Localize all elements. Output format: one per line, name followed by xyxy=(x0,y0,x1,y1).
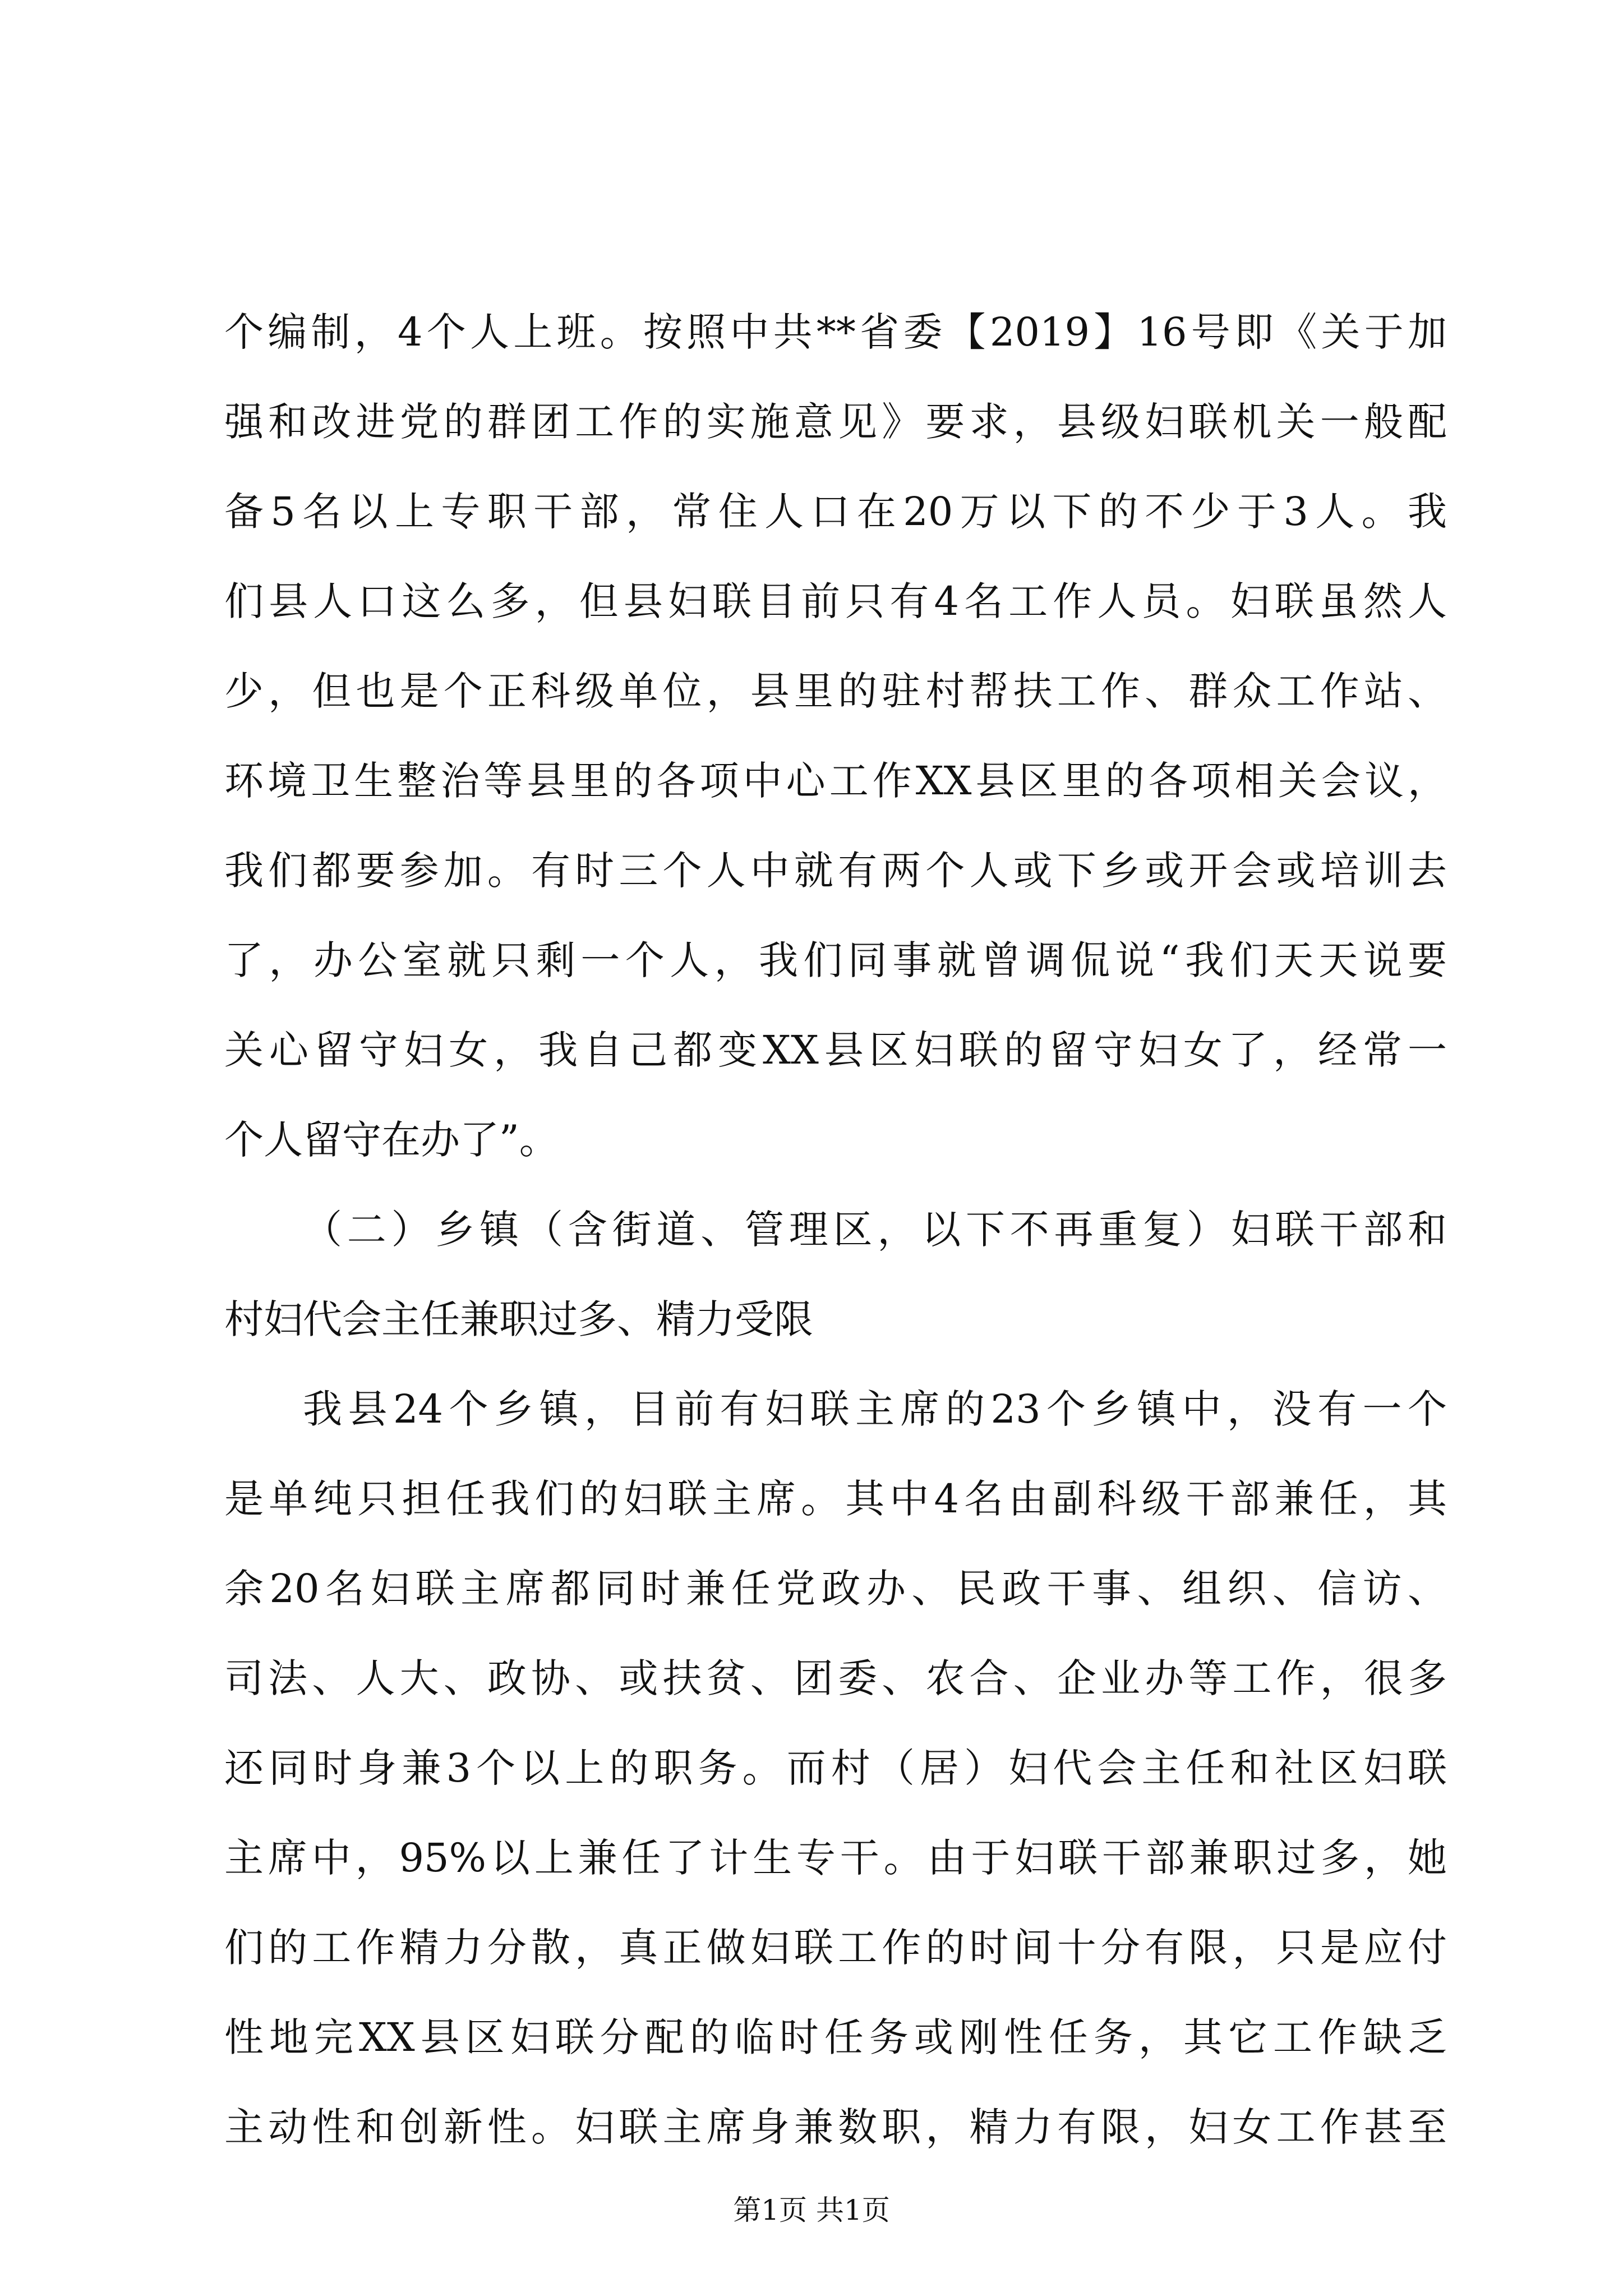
text-line: 性地完XX县区妇联分配的临时任务或刚性任务，其它工作缺乏 xyxy=(224,2014,1447,2060)
text-line: 司法、人大、政协、或扶贫、团委、农合、企业办等工作，很多 xyxy=(224,1655,1447,1701)
text-line: 我县24个乡镇，目前有妇联主席的23个乡镇中，没有一个 xyxy=(303,1386,1447,1432)
section-heading-line: 村妇代会主任兼职过多、精力受限 xyxy=(224,1296,813,1342)
page-number-footer: 第1页 共1页 xyxy=(733,2194,890,2226)
section-heading-line: （二）乡镇（含街道、管理区，以下不再重复）妇联干部和 xyxy=(303,1207,1447,1253)
text-line: 个编制，4个人上班。按照中共**省委【2019】16号即《关于加 xyxy=(224,309,1447,355)
text-line: 还同时身兼3个以上的职务。而村（居）妇代会主任和社区妇联 xyxy=(224,1745,1447,1791)
text-line: 主席中，95%以上兼任了计生专干。由于妇联干部兼职过多，她 xyxy=(224,1835,1447,1881)
text-line: 们的工作精力分散，真正做妇联工作的时间十分有限，只是应付 xyxy=(224,1925,1447,1971)
text-line: 是单纯只担任我们的妇联主席。其中4名由副科级干部兼任，其 xyxy=(224,1476,1447,1522)
text-line: 了，办公室就只剩一个人，我们同事就曾调侃说“我们天天说要 xyxy=(224,937,1447,983)
text-line: 少，但也是个正科级单位，县里的驻村帮扶工作、群众工作站、 xyxy=(224,668,1447,714)
text-line: 我们都要参加。有时三个人中就有两个人或下乡或开会或培训去 xyxy=(224,848,1447,894)
text-line: 个人留守在办了”。 xyxy=(224,1117,559,1163)
text-line: 环境卫生整治等县里的各项中心工作XX县区里的各项相关会议， xyxy=(224,758,1447,804)
text-line: 们县人口这么多，但县妇联目前只有4名工作人员。妇联虽然人 xyxy=(224,578,1447,624)
text-line: 强和改进党的群团工作的实施意见》要求，县级妇联机关一般配 xyxy=(224,399,1447,445)
text-line: 主动性和创新性。妇联主席身兼数职，精力有限，妇女工作甚至 xyxy=(224,2104,1447,2150)
text-line: 备5名以上专职干部，常住人口在20万以下的不少于3人。我 xyxy=(224,489,1447,535)
text-line: 余20名妇联主席都同时兼任党政办、民政干事、组织、信访、 xyxy=(224,1566,1447,1612)
text-line: 关心留守妇女，我自己都变XX县区妇联的留守妇女了，经常一 xyxy=(224,1027,1447,1073)
